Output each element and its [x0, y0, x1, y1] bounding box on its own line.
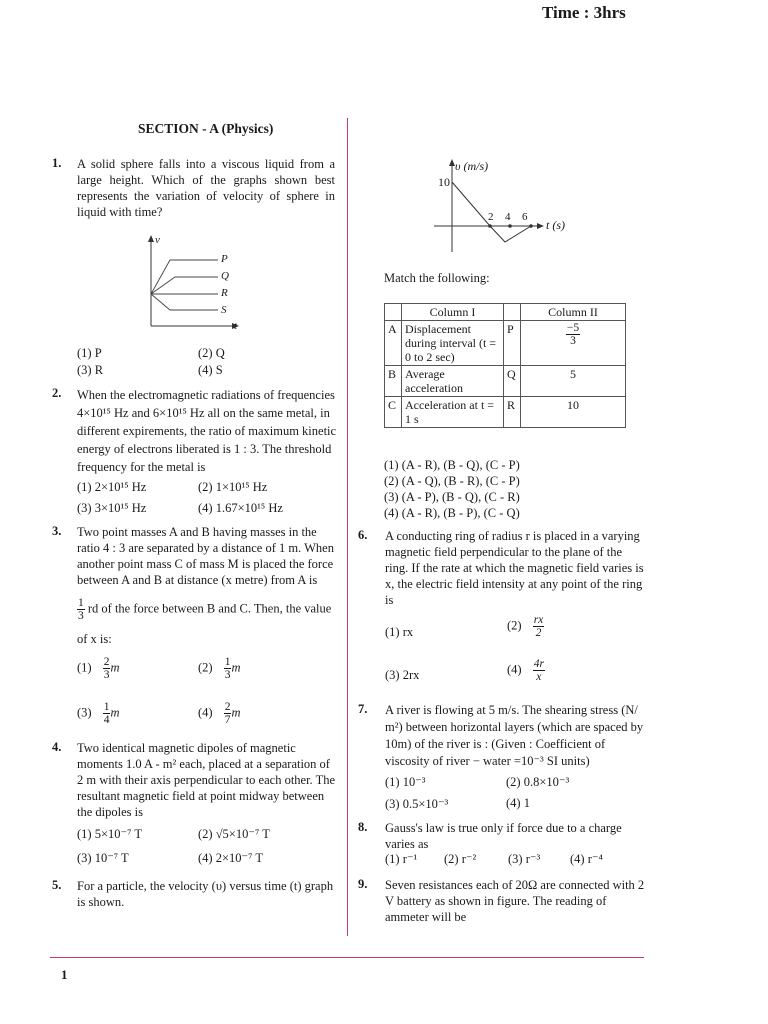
- q9-number: 9.: [358, 877, 368, 891]
- table-row: [385, 366, 626, 397]
- q5-vt-graph: [432, 156, 572, 256]
- q1-graph: [140, 232, 250, 334]
- row-c-letter-right: R: [504, 397, 521, 428]
- q8-text: Gauss's law is true only if force due to a charge varies as: [385, 821, 622, 851]
- q7-option-4[interactable]: (4) 1: [506, 796, 530, 810]
- row-a-col2-den: 3: [570, 335, 576, 347]
- page-number: 1: [61, 967, 68, 982]
- q3-option-1-unit: m: [110, 660, 120, 675]
- exam-time: Time : 3hrs: [542, 3, 626, 22]
- q3-fraction-den: 3: [78, 610, 84, 622]
- q3-option-2-label: (2): [198, 660, 213, 675]
- q1-text: A solid sphere falls into a viscous liquid from a large height. Which of the graphs shown best represents the variation of velocity of sphere in liquid with time?: [77, 157, 335, 219]
- q1-graph-label-q: Q: [221, 270, 229, 282]
- q3-option-4-label: (4): [198, 705, 213, 720]
- q8-number: 8.: [358, 820, 368, 834]
- table-header-gap: [504, 304, 521, 321]
- row-a-col2: [521, 321, 626, 366]
- row-b-col2: 5: [521, 366, 626, 397]
- q3-option-1[interactable]: [77, 656, 119, 681]
- q3-option-3-num: 1: [103, 701, 110, 713]
- q3-option-4-num: 2: [224, 701, 231, 713]
- q1-graph-label-r: R: [221, 287, 228, 299]
- q6-option-3[interactable]: (3) 2rx: [385, 668, 420, 682]
- q7-option-3[interactable]: (3) 0.5×10⁻³: [385, 797, 449, 811]
- q1-option-4[interactable]: (4) S: [198, 363, 223, 377]
- table-header-col2: Column II: [521, 304, 626, 321]
- q1-number: 1.: [52, 156, 62, 170]
- q5-match-table: [384, 303, 626, 428]
- q5-graph-ytick: 10: [438, 175, 450, 189]
- q3-option-4-den: 7: [224, 714, 231, 726]
- q2-number: 2.: [52, 386, 62, 400]
- q4-number: 4.: [52, 740, 62, 754]
- q8-option-1[interactable]: (1) r⁻¹: [385, 852, 418, 866]
- q5-option-3[interactable]: (3) (A - P), (B - Q), (C - R): [384, 490, 520, 504]
- q5-graph-xtick-2: 2: [488, 211, 494, 223]
- q8-option-4[interactable]: (4) r⁻⁴: [570, 852, 603, 866]
- q5-option-2[interactable]: (2) (A - Q), (B - R), (C - P): [384, 474, 520, 488]
- row-b-letter: B: [385, 366, 402, 397]
- q3-option-3[interactable]: [77, 701, 119, 726]
- q3-fraction: [77, 597, 85, 622]
- q6-option-4-den: x: [536, 671, 542, 683]
- row-a-letter: A: [385, 321, 402, 366]
- q3-option-2[interactable]: [198, 656, 240, 681]
- row-c-col1: Acceleration at t = 1 s: [402, 397, 504, 428]
- q3-option-3-label: (3): [77, 705, 92, 720]
- q5-graph-ylabel: υ (m/s): [455, 159, 489, 173]
- q7-text: A river is flowing at 5 m/s. The shearing stress (N/ m²) between horizontal layers (which are spaced by 10m) of the river is : (Given : Coefficient of viscosity of river − water =10⁻³ SI units): [385, 703, 644, 768]
- q5-graph-xlabel: t (s): [546, 218, 565, 232]
- row-c-letter: C: [385, 397, 402, 428]
- q3-option-1-label: (1): [77, 660, 92, 675]
- q6-option-4[interactable]: [507, 658, 545, 683]
- q6-option-1[interactable]: (1) rx: [385, 625, 414, 639]
- q7-option-1[interactable]: (1) 10⁻³: [385, 775, 426, 789]
- q6-option-2[interactable]: [507, 614, 544, 639]
- q3-number: 3.: [52, 524, 62, 538]
- q5-graph-xtick-4: 4: [505, 211, 511, 223]
- q6-text: A conducting ring of radius r is placed in a varying magnetic field perpendicular to the plane of the ring. If the rate at which the magnetic field varies is x, the electric field intensity at any point of the ring is: [385, 529, 644, 607]
- q5-option-4[interactable]: (4) (A - R), (B - P), (C - Q): [384, 506, 520, 520]
- q5-match-intro: Match the following:: [384, 271, 490, 285]
- q5-text: For a particle, the velocity (υ) versus time (t) graph is shown.: [77, 879, 334, 909]
- q3-option-3-den: 4: [103, 714, 110, 726]
- row-a-col2-num: −5: [566, 322, 580, 334]
- q6-option-2-den: 2: [535, 627, 542, 639]
- q3-option-4-unit: m: [231, 705, 241, 720]
- q1-option-3[interactable]: (3) R: [77, 363, 104, 377]
- q8-option-3[interactable]: (3) r⁻³: [508, 852, 541, 866]
- q1-graph-ylabel: v: [155, 234, 160, 246]
- q6-option-2-label: (2): [507, 618, 522, 633]
- q7-number: 7.: [358, 702, 368, 716]
- q3-option-3-unit: m: [110, 705, 120, 720]
- q1-option-2[interactable]: (2) Q: [198, 346, 225, 360]
- row-b-letter-right: Q: [504, 366, 521, 397]
- q1-curve-q: [151, 277, 218, 294]
- q2-text: When the electromagnetic radiations of frequencies 4×10¹⁵ Hz and 6×10¹⁵ Hz all on the same metal, in different expirements, the ratio of maximum kinetic energy of electrons liberated is 1 : 3. The threshold frequency for the metal is: [77, 388, 337, 474]
- q1-graph-xlabel: t: [234, 320, 238, 332]
- q3-text: Two point masses A and B having masses in the ratio 4 : 3 are separated by a distance of 1 m. When another point mass C of mass M is placed the force between A and B at distance (x metre) from A is: [77, 525, 334, 587]
- q2-option-2[interactable]: (2) 1×10¹⁵ Hz: [198, 480, 268, 494]
- table-row: [385, 397, 626, 428]
- q3-fraction-num: 1: [78, 597, 84, 609]
- q1-curve-s: [151, 294, 218, 310]
- q6-number: 6.: [358, 528, 368, 542]
- section-title: SECTION - A (Physics): [138, 121, 274, 136]
- q3-option-4[interactable]: [198, 701, 240, 726]
- q3-option-1-den: 3: [103, 669, 110, 681]
- q3-text-b: rd of the force between B and C. Then, the value: [87, 601, 332, 616]
- q2-option-3[interactable]: (3) 3×10¹⁵ Hz: [77, 501, 147, 515]
- q5-option-1[interactable]: (1) (A - R), (B - Q), (C - P): [384, 458, 520, 472]
- q3-text-c: of x is:: [77, 632, 112, 646]
- row-b-col1: Average acceleration: [402, 366, 504, 397]
- q5-number: 5.: [52, 878, 62, 892]
- q4-option-1[interactable]: (1) 5×10⁻⁷ T: [77, 827, 142, 841]
- q4-option-4[interactable]: (4) 2×10⁻⁷ T: [198, 851, 263, 865]
- q1-option-1[interactable]: (1) P: [77, 346, 102, 360]
- q3-option-1-num: 2: [103, 656, 110, 668]
- q1-graph-label-s: S: [221, 304, 227, 316]
- q4-option-3[interactable]: (3) 10⁻⁷ T: [77, 851, 129, 865]
- q3-option-2-unit: m: [231, 660, 241, 675]
- q6-option-2-num: rx: [533, 614, 544, 626]
- row-c-col2: 10: [521, 397, 626, 428]
- footer-divider: [50, 957, 644, 958]
- q3-fraction-line: [77, 597, 331, 622]
- row-a-col1: Displacement during interval (t = 0 to 2 sec): [402, 321, 504, 366]
- column-divider: [347, 118, 348, 936]
- q5-graph-xtick-6: 6: [522, 211, 528, 223]
- q6-option-4-label: (4): [507, 662, 522, 677]
- table-corner: [385, 304, 402, 321]
- q3-option-2-den: 3: [224, 669, 231, 681]
- table-header-col1: Column I: [402, 304, 504, 321]
- q4-option-2[interactable]: (2) √5×10⁻⁷ T: [198, 827, 270, 841]
- q8-option-2[interactable]: (2) r⁻²: [444, 852, 477, 866]
- table-row: [385, 321, 626, 366]
- q9-text: Seven resistances each of 20Ω are connected with 2 V battery as shown in figure. The reading of ammeter will be: [385, 878, 645, 924]
- q4-text: Two identical magnetic dipoles of magnetic moments 1.0 A - m² each, placed at a separation of 2 m with their axis perpendicular to each other. The resultant magnetic field at point midway between the dipoles is: [77, 741, 336, 819]
- row-a-letter-right: P: [504, 321, 521, 366]
- q2-option-1[interactable]: (1) 2×10¹⁵ Hz: [77, 480, 147, 494]
- q7-option-2[interactable]: (2) 0.8×10⁻³: [506, 775, 570, 789]
- q3-option-2-num: 1: [224, 656, 231, 668]
- q6-option-4-num: 4r: [533, 658, 544, 670]
- q1-graph-label-p: P: [221, 253, 228, 265]
- q2-option-4[interactable]: (4) 1.67×10¹⁵ Hz: [198, 501, 283, 515]
